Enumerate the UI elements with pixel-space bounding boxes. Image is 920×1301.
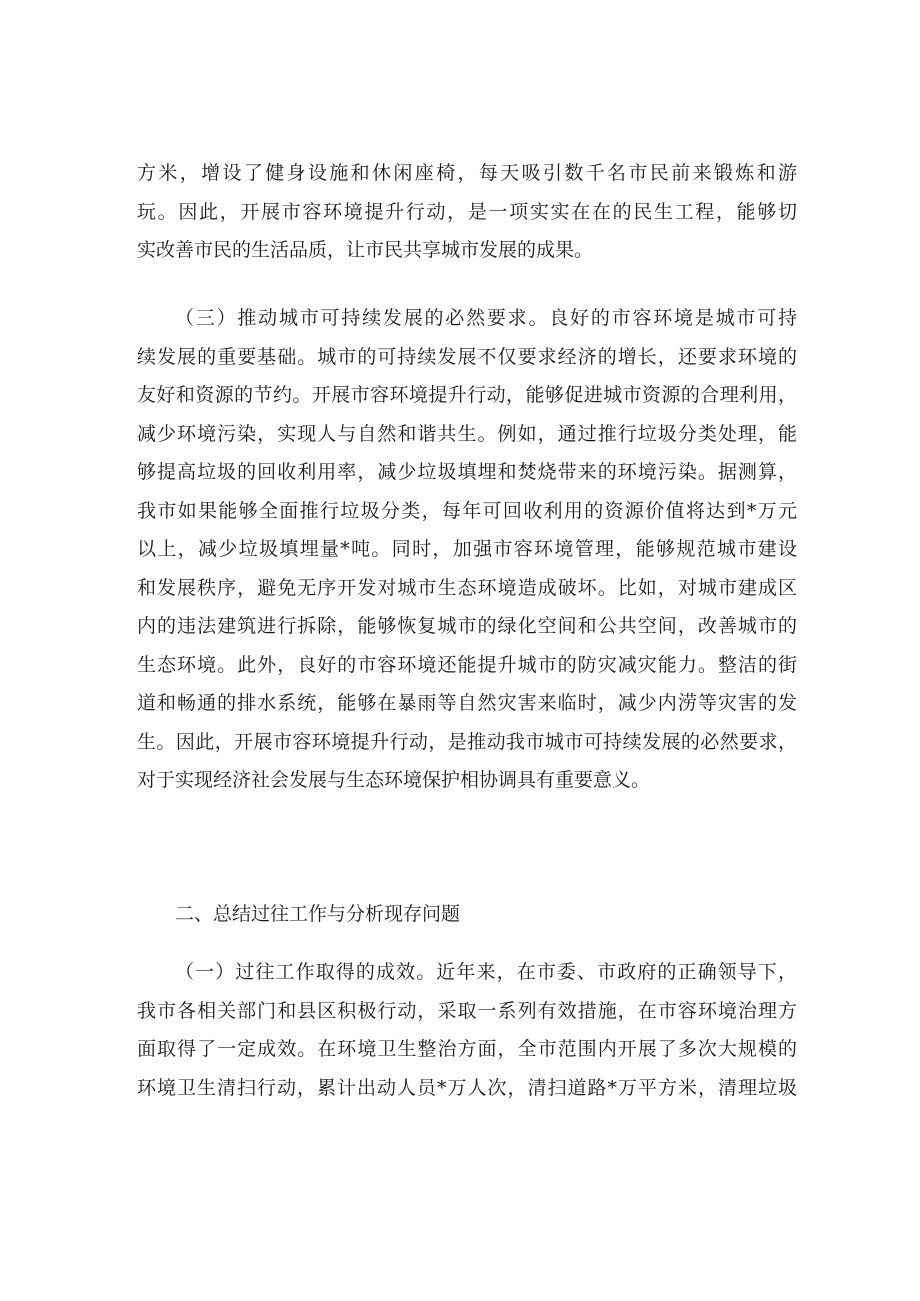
- text-line: 续发展的重要基础。城市的可持续发展不仅要求经济的增长，还要求环境的: [137, 345, 797, 368]
- text-line: 玩。因此，开展市容环境提升行动，是一项实实在在的民生工程，能够切: [137, 200, 797, 223]
- paragraph-past-achievements: [137, 953, 797, 1107]
- text-line: 减少环境污染，实现人与自然和谐共生。例如，通过推行垃圾分类处理，能: [137, 422, 797, 445]
- text-line: 生态环境。此外，良好的市容环境还能提升城市的防灾减灾能力。整洁的街: [137, 653, 797, 676]
- text-line: 我市各相关部门和县区积极行动，采取一系列有效措施，在市容环境治理方: [137, 999, 797, 1022]
- text-line: 我市如果能够全面推行垃圾分类，每年可回收利用的资源价值将达到*万元: [137, 499, 797, 522]
- text-line: 对于实现经济社会发展与生态环境保护相协调具有重要意义。: [137, 769, 651, 791]
- text-line: 够提高垃圾的回收利用率，减少垃圾填埋和焚烧带来的环境污染。据测算，: [137, 461, 797, 483]
- text-line: 环境卫生清扫行动，累计出动人员*万人次，清扫道路*万平方米，清理垃圾: [137, 1076, 797, 1099]
- text-line: 和发展秩序，避免无序开发对城市生态环境造成破坏。比如，对城市建成区: [137, 576, 797, 599]
- text-line: 生。因此，开展市容环境提升行动，是推动我市城市可持续发展的必然要求，: [137, 730, 797, 753]
- text-line: （一）过往工作取得的成效。近年来，在市委、市政府的正确领导下，: [175, 961, 797, 983]
- text-line: 内的违法建筑进行拆除，能够恢复城市的绿化空间和公共空间，改善城市的: [137, 615, 797, 637]
- text-line: 友好和资源的节约。开展市容环境提升行动，能够促进城市资源的合理利用，: [137, 384, 797, 406]
- paragraph-livelihood-continued: [137, 154, 797, 270]
- paragraph-sustainable-development: [137, 299, 797, 800]
- section-heading: [137, 895, 797, 934]
- text-line: 实改善市民的生活品质，让市民共享城市发展的成果。: [137, 239, 594, 261]
- text-line: 面取得了一定成效。在环境卫生整治方面，全市范围内开展了多次大规模的: [137, 1038, 797, 1060]
- text-line: 以上，减少垃圾填埋量*吨。同时，加强市容环境管理，能够规范城市建设: [137, 538, 797, 560]
- heading-text: 二、总结过往工作与分析现存问题: [175, 903, 461, 925]
- text-line: （三）推动城市可持续发展的必然要求。良好的市容环境是城市可持: [175, 307, 797, 329]
- text-line: 道和畅通的排水系统，能够在暴雨等自然灾害来临时，减少内涝等灾害的发: [137, 692, 797, 714]
- text-line: 方米，增设了健身设施和休闲座椅，每天吸引数千名市民前来锻炼和游: [137, 162, 797, 184]
